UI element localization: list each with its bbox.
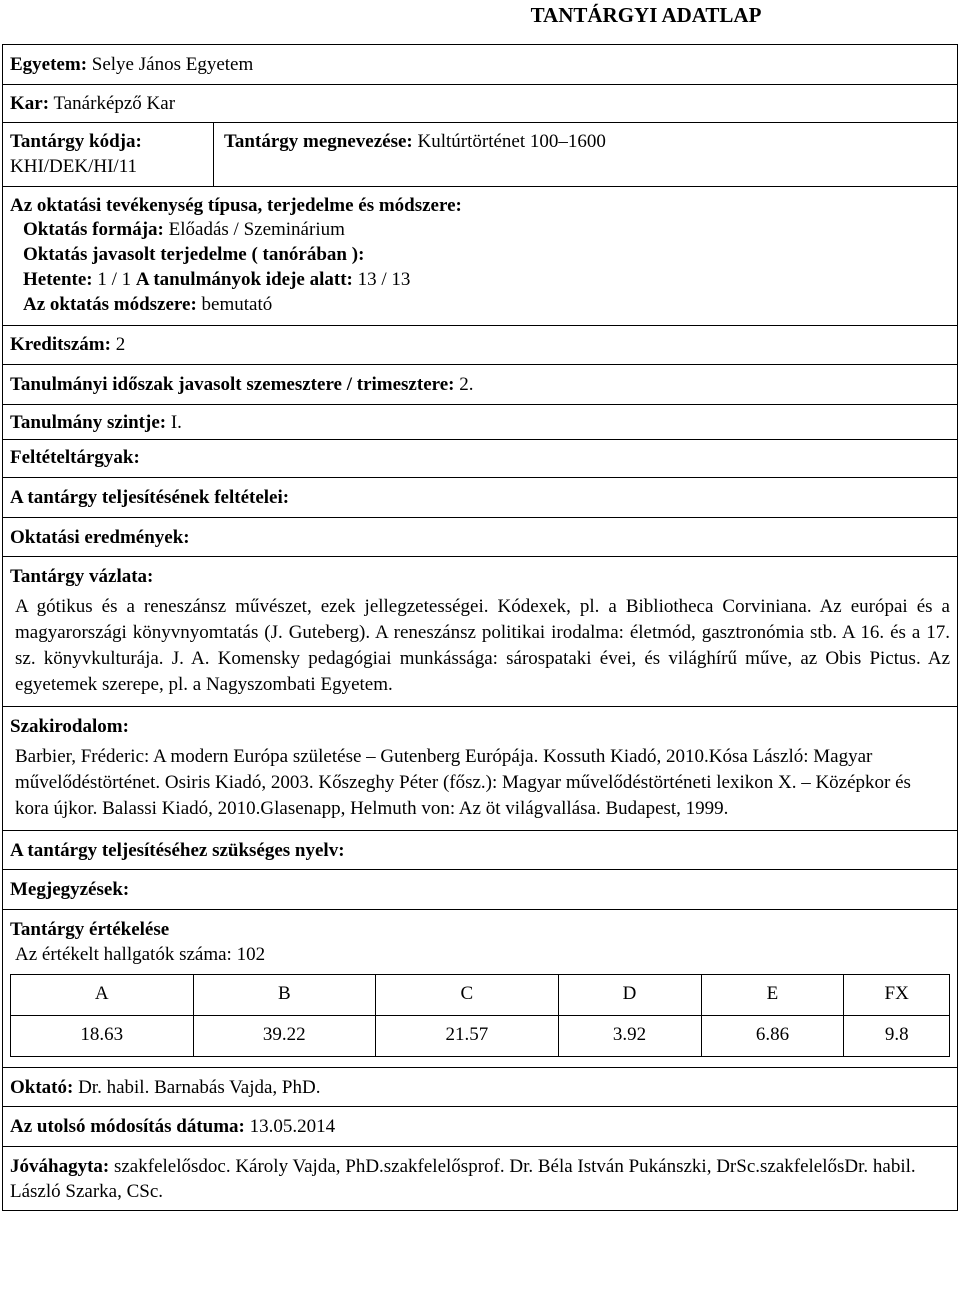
grade-value-cell: 18.63 [11, 1015, 194, 1056]
grade-header-cell: D [558, 974, 701, 1015]
activity-row [3, 187, 957, 326]
learning-outcomes-row [3, 518, 957, 558]
course-code-cell [3, 123, 214, 185]
course-code-value: KHI/DEK/HI/11 [10, 156, 137, 178]
last-modified-label: Az utolsó módosítás dátuma: [10, 1116, 245, 1138]
activity-scope-label: Oktatás javasolt terjedelme ( tanórában ): [23, 244, 365, 266]
grade-value-row [11, 1015, 950, 1056]
grade-header-cell: E [701, 974, 844, 1015]
evaluated-students-count: Az értékelt hallgatók száma: 102 [15, 943, 266, 965]
last-modified-value: 13.05.2014 [249, 1116, 336, 1138]
teacher-row [3, 1068, 957, 1108]
course-name-label: Tantárgy megnevezése: [224, 131, 413, 153]
university-value: Selye János Egyetem [91, 54, 254, 75]
teacher-label: Oktató: [10, 1076, 74, 1098]
activity-form-line [10, 218, 950, 243]
grade-header-cell: C [376, 974, 559, 1015]
completion-conditions-label: A tantárgy teljesítésének feltételei: [10, 486, 290, 508]
notes-row [3, 870, 957, 910]
notes-label: Megjegyzések: [10, 879, 130, 901]
grade-value-cell: 6.86 [701, 1015, 844, 1056]
document-title: TANTÁRGYI ADATLAP [530, 3, 762, 27]
activity-heading: Az oktatási tevékenység típusa, terjedelme és módszere: [10, 194, 462, 216]
faculty-row [3, 85, 957, 124]
level-label: Tanulmány szintje: [10, 411, 167, 433]
grade-value-cell: 21.57 [376, 1015, 559, 1056]
prerequisites-label: Feltételtárgyak: [10, 447, 140, 469]
language-label: A tantárgy teljesítéséhez szükséges nyelv: [10, 839, 345, 861]
course-name-value: Kultúrtörténet 100–1600 [417, 131, 606, 153]
credits-row [3, 326, 957, 365]
outline-row [3, 557, 957, 707]
language-row [3, 831, 957, 871]
weekly-value: 1 / 1 [97, 268, 132, 290]
grade-header-row [11, 974, 950, 1015]
approval-label: Jóváhagyta: [10, 1155, 110, 1177]
grade-value-cell: 3.92 [558, 1015, 701, 1056]
grade-value-cell: 39.22 [193, 1015, 376, 1056]
semester-value: 2. [459, 373, 474, 395]
completion-conditions-row [3, 478, 957, 518]
literature-text: Barbier, Fréderic: A modern Európa születése – Gutenberg Európája. Kossuth Kiadó, 2010.Kósa László: Magyar művelődéstörténet. Osiris Kiadó, 2003. Kőszeghy Péter (fősz.): Magyar művelődéstörténeti lexikon X. – Középkor és kora újkor. Balassi Kiadó, 2010.Glasenapp, Helmuth von: Az öt világvallása. Budapest, 1999. [15, 745, 911, 819]
activity-hours-line [10, 268, 950, 293]
course-identity-row [3, 123, 957, 186]
activity-form-value: Előadás / Szeminárium [168, 219, 345, 241]
faculty-value: Tanárképző Kar [53, 92, 176, 114]
approval-value: szakfelelősdoc. Károly Vajda, PhD.szakfelelősprof. Dr. Béla István Pukánszki, DrSc.szakfelelősDr. habil. László Szarka, CSc. [10, 1155, 916, 1202]
total-label: A tanulmányok ideje alatt: [135, 268, 353, 290]
evaluation-label: Tantárgy értékelése [10, 919, 170, 941]
semester-label: Tanulmányi időszak javasolt szemesztere / trimesztere: [10, 373, 455, 395]
grade-value-cell: 9.8 [844, 1015, 950, 1056]
approval-row [3, 1147, 957, 1210]
literature-label: Szakirodalom: [10, 716, 129, 738]
credits-label: Kreditszám: [10, 334, 111, 356]
level-row [3, 405, 957, 441]
faculty-label: Kar: [10, 92, 50, 114]
level-value: I. [170, 411, 182, 433]
evaluation-row [3, 910, 957, 1067]
weekly-label: Hetente: [23, 268, 93, 290]
prerequisites-row [3, 440, 957, 478]
university-row [3, 45, 957, 85]
activity-form-label: Oktatás formája: [23, 219, 164, 241]
grade-distribution-table [10, 974, 950, 1057]
university-label: Egyetem: [10, 54, 88, 75]
credits-value: 2 [115, 334, 126, 356]
outline-label: Tantárgy vázlata: [10, 566, 154, 588]
last-modified-row [3, 1107, 957, 1147]
method-label: Az oktatás módszere: [23, 293, 197, 315]
grade-header-cell: A [11, 974, 194, 1015]
activity-method-line [10, 293, 950, 318]
grade-header-cell: B [193, 974, 376, 1015]
total-value: 13 / 13 [357, 268, 411, 290]
method-value: bemutató [201, 293, 273, 315]
learning-outcomes-label: Oktatási eredmények: [10, 526, 190, 548]
literature-row [3, 707, 957, 831]
semester-row [3, 365, 957, 405]
course-name-cell [214, 123, 957, 185]
grade-header-cell: FX [844, 974, 950, 1015]
teacher-value: Dr. habil. Barnabás Vajda, PhD. [78, 1076, 321, 1098]
outline-text: A gótikus és a reneszánsz művészet, ezek jellegzetességei. Kódexek, pl. a Bibliotheca Corviniana. Az európai és a magyarországi könyvnyomtatás (J. Guteberg). A reneszánsz politikai irodalma: életmód, gasztronómia stb. A 16. és a 17. sz. könyvkulturája. J. A. Komensky pedagógiai munkássága: sárospataki évei, és világhírű műve, az Obis Pictus. Az egyetemek szerepe, pl. a Nagyszombati Egyetem. [15, 596, 950, 696]
activity-scope-line [10, 243, 950, 268]
course-datasheet [2, 44, 958, 1211]
course-code-label: Tantárgy kódja: [10, 131, 142, 153]
